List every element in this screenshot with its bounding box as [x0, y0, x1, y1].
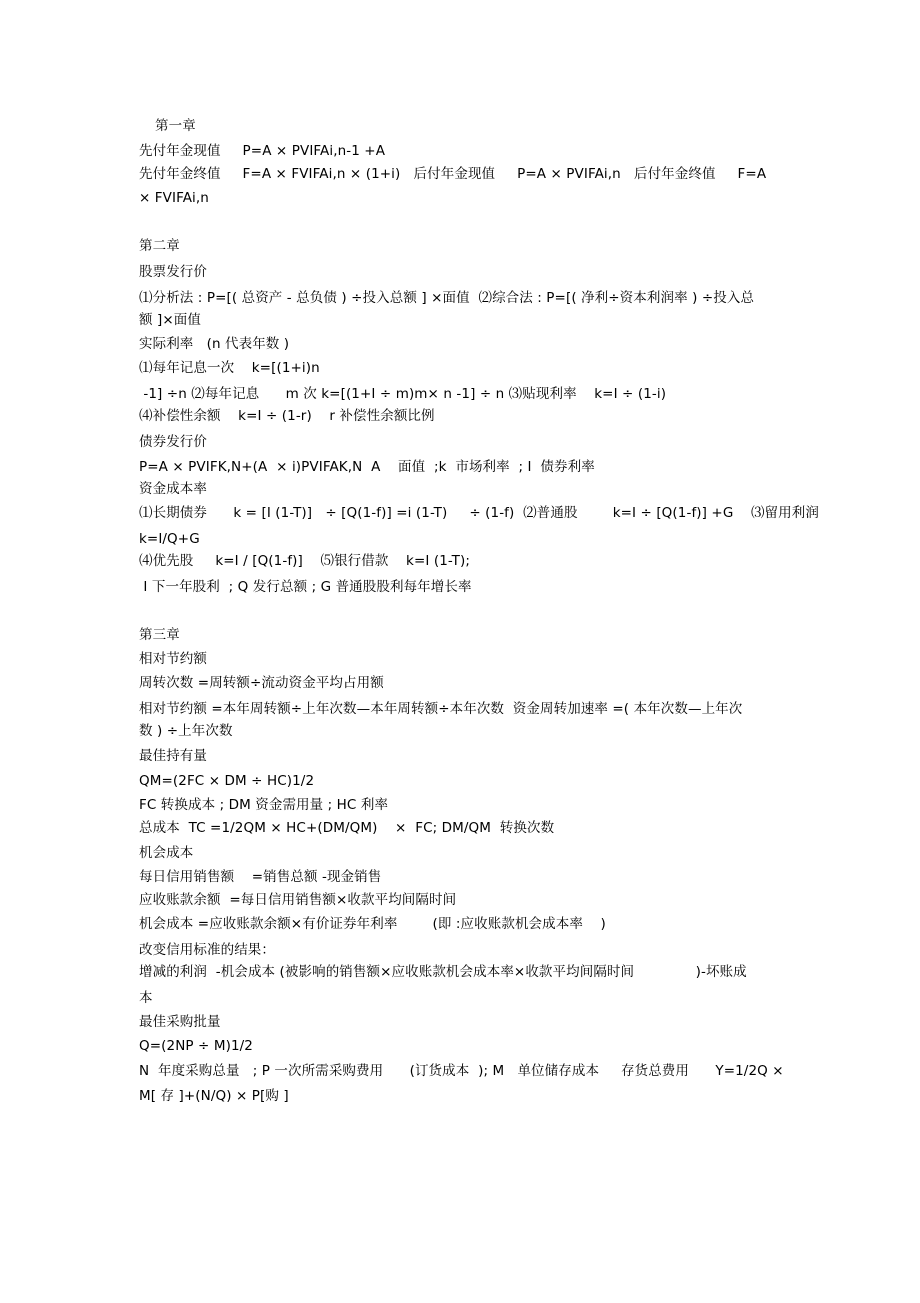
text-line: ⑴分析法 : P=[( 总资产 - 总负债 ) ÷投入总额 ] ×面值 ⑵综合法 : P=[( 净利÷资本利润率 ) ÷投入总	[139, 290, 755, 306]
text-line: 额 ]×面值	[139, 312, 201, 328]
chapter-2-heading: 第二章	[139, 238, 180, 254]
text-line: ⑷优先股 k=I / [Q(1-f)] ⑸银行借款 k=I (1-T);	[139, 553, 470, 569]
text-line: k=I/Q+G	[139, 531, 200, 547]
text-line: P=A × PVIFK,N+(A × i)PVIFAK,N A 面值 ;k 市场利率 ; I 债券利率	[139, 459, 595, 475]
text-line: 先付年金现值 P=A × PVIFAi,n-1 +A	[139, 143, 386, 159]
text-line: 债券发行价	[139, 434, 207, 450]
text-line: 应收账款余额 =每日信用销售额×收款平均间隔时间	[139, 892, 457, 908]
text-line: N 年度采购总量 ; P 一次所需采购费用 (订货成本 ); M 单位储存成本 存货总费用 Y=1/2Q ×	[139, 1063, 784, 1079]
text-line: M[ 存 ]+(N/Q) × P[购 ]	[139, 1088, 289, 1104]
text-line: 最佳持有量	[139, 748, 207, 764]
text-line: 股票发行价	[139, 264, 207, 280]
text-line: QM=(2FC × DM ÷ HC)1/2	[139, 773, 315, 789]
text-line: Q=(2NP ÷ M)1/2	[139, 1038, 253, 1054]
text-line: 实际利率 (n 代表年数 )	[139, 336, 290, 352]
text-line: 相对节约额 =本年周转额÷上年次数—本年周转额÷本年次数 资金周转加速率 =( 本年次数—上年次	[139, 701, 743, 717]
text-line: ⑴每年记息一次 k=[(1+i)n	[139, 360, 320, 376]
text-line: 最佳采购批量	[139, 1014, 221, 1030]
text-line: -1] ÷n ⑵每年记息 m 次 k=[(1+I ÷ m)m× n -1] ÷ n ⑶贴现利率 k=I ÷ (1-i)	[139, 386, 667, 402]
text-line: 总成本 TC =1/2QM × HC+(DM/QM) × FC; DM/QM 转换次数	[139, 820, 555, 836]
text-line: 数 ) ÷上年次数	[139, 723, 233, 739]
chapter-1-heading: 第一章	[155, 118, 196, 134]
text-line: FC 转换成本 ; DM 资金需用量 ; HC 利率	[139, 797, 389, 813]
text-line: 周转次数 =周转额÷流动资金平均占用额	[139, 675, 384, 691]
text-line: 每日信用销售额 =销售总额 -现金销售	[139, 869, 382, 885]
text-line: I 下一年股利 ; Q 发行总额 ; G 普通股股利每年增长率	[139, 579, 472, 595]
text-line: 增减的利润 -机会成本 (被影响的销售额×应收账款机会成本率×收款平均间隔时间 )-坏账成	[139, 964, 747, 980]
text-line: 机会成本 =应收账款余额×有价证券年利率 (即 :应收账款机会成本率 )	[139, 916, 606, 932]
chapter-3-heading: 第三章	[139, 627, 180, 643]
text-line: ⑷补偿性余额 k=I ÷ (1-r) r 补偿性余额比例	[139, 408, 435, 424]
text-line: 先付年金终值 F=A × FVIFAi,n × (1+i) 后付年金现值 P=A × PVIFAi,n 后付年金终值 F=A	[139, 166, 767, 182]
text-line: 资金成本率	[139, 481, 207, 497]
text-line: 改变信用标准的结果：	[139, 942, 275, 958]
text-line: ⑴长期债券 k = [I (1-T)] ÷ [Q(1-f)] =i (1-T) ÷ (1-f) ⑵普通股 k=I ÷ [Q(1-f)] +G ⑶留用利润	[139, 505, 819, 521]
text-line: × FVIFAi,n	[139, 190, 209, 206]
text-line: 机会成本	[139, 845, 194, 861]
text-line: 相对节约额	[139, 651, 207, 667]
text-line: 本	[139, 990, 153, 1006]
